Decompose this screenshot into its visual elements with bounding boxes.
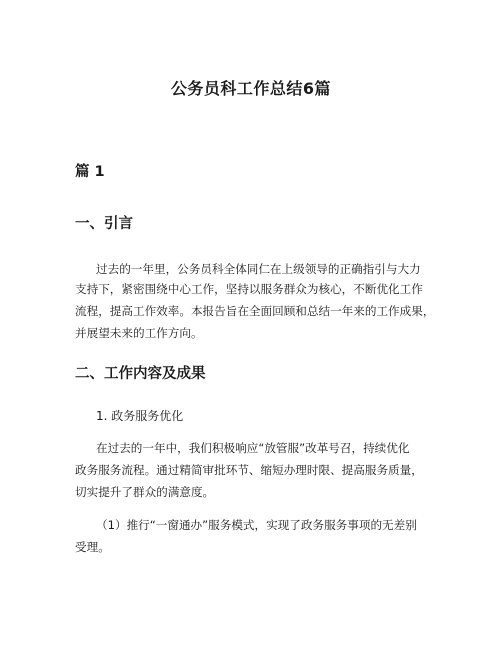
paragraph-line: 政务服务流程。通过精简审批环节、缩短办理时限、提高服务质量， — [75, 463, 423, 477]
paragraph-line: 在过去的一年中，我们积极响应“放管服”改革号召，持续优化 — [96, 441, 410, 455]
subsection-heading: 1. 政务服务优化 — [96, 409, 184, 423]
part-heading: 篇 1 — [75, 164, 105, 180]
paragraph-line: 并展望未来的工作方向。 — [75, 326, 203, 340]
list-item-line: 受理。 — [75, 540, 110, 554]
document-title: 公务员科工作总结6篇 — [170, 79, 332, 98]
section-heading-introduction: 一、引言 — [75, 216, 133, 232]
paragraph-line: 切实提升了群众的满意度。 — [75, 485, 215, 499]
section-heading-work-content: 二、工作内容及成果 — [75, 366, 206, 382]
list-item-line: （1）推行“一窗通办”服务模式，实现了政务服务事项的无差别 — [96, 518, 417, 532]
paragraph-line: 过去的一年里，公务员科全体同仁在上级领导的正确指引与大力 — [96, 262, 421, 276]
paragraph-line: 流程，提高工作效率。本报告旨在全面回顾和总结一年来的工作成果， — [75, 304, 435, 318]
paragraph-line: 支持下，紧密围绕中心工作，坚持以服务群众为核心，不断优化工作 — [75, 282, 423, 296]
